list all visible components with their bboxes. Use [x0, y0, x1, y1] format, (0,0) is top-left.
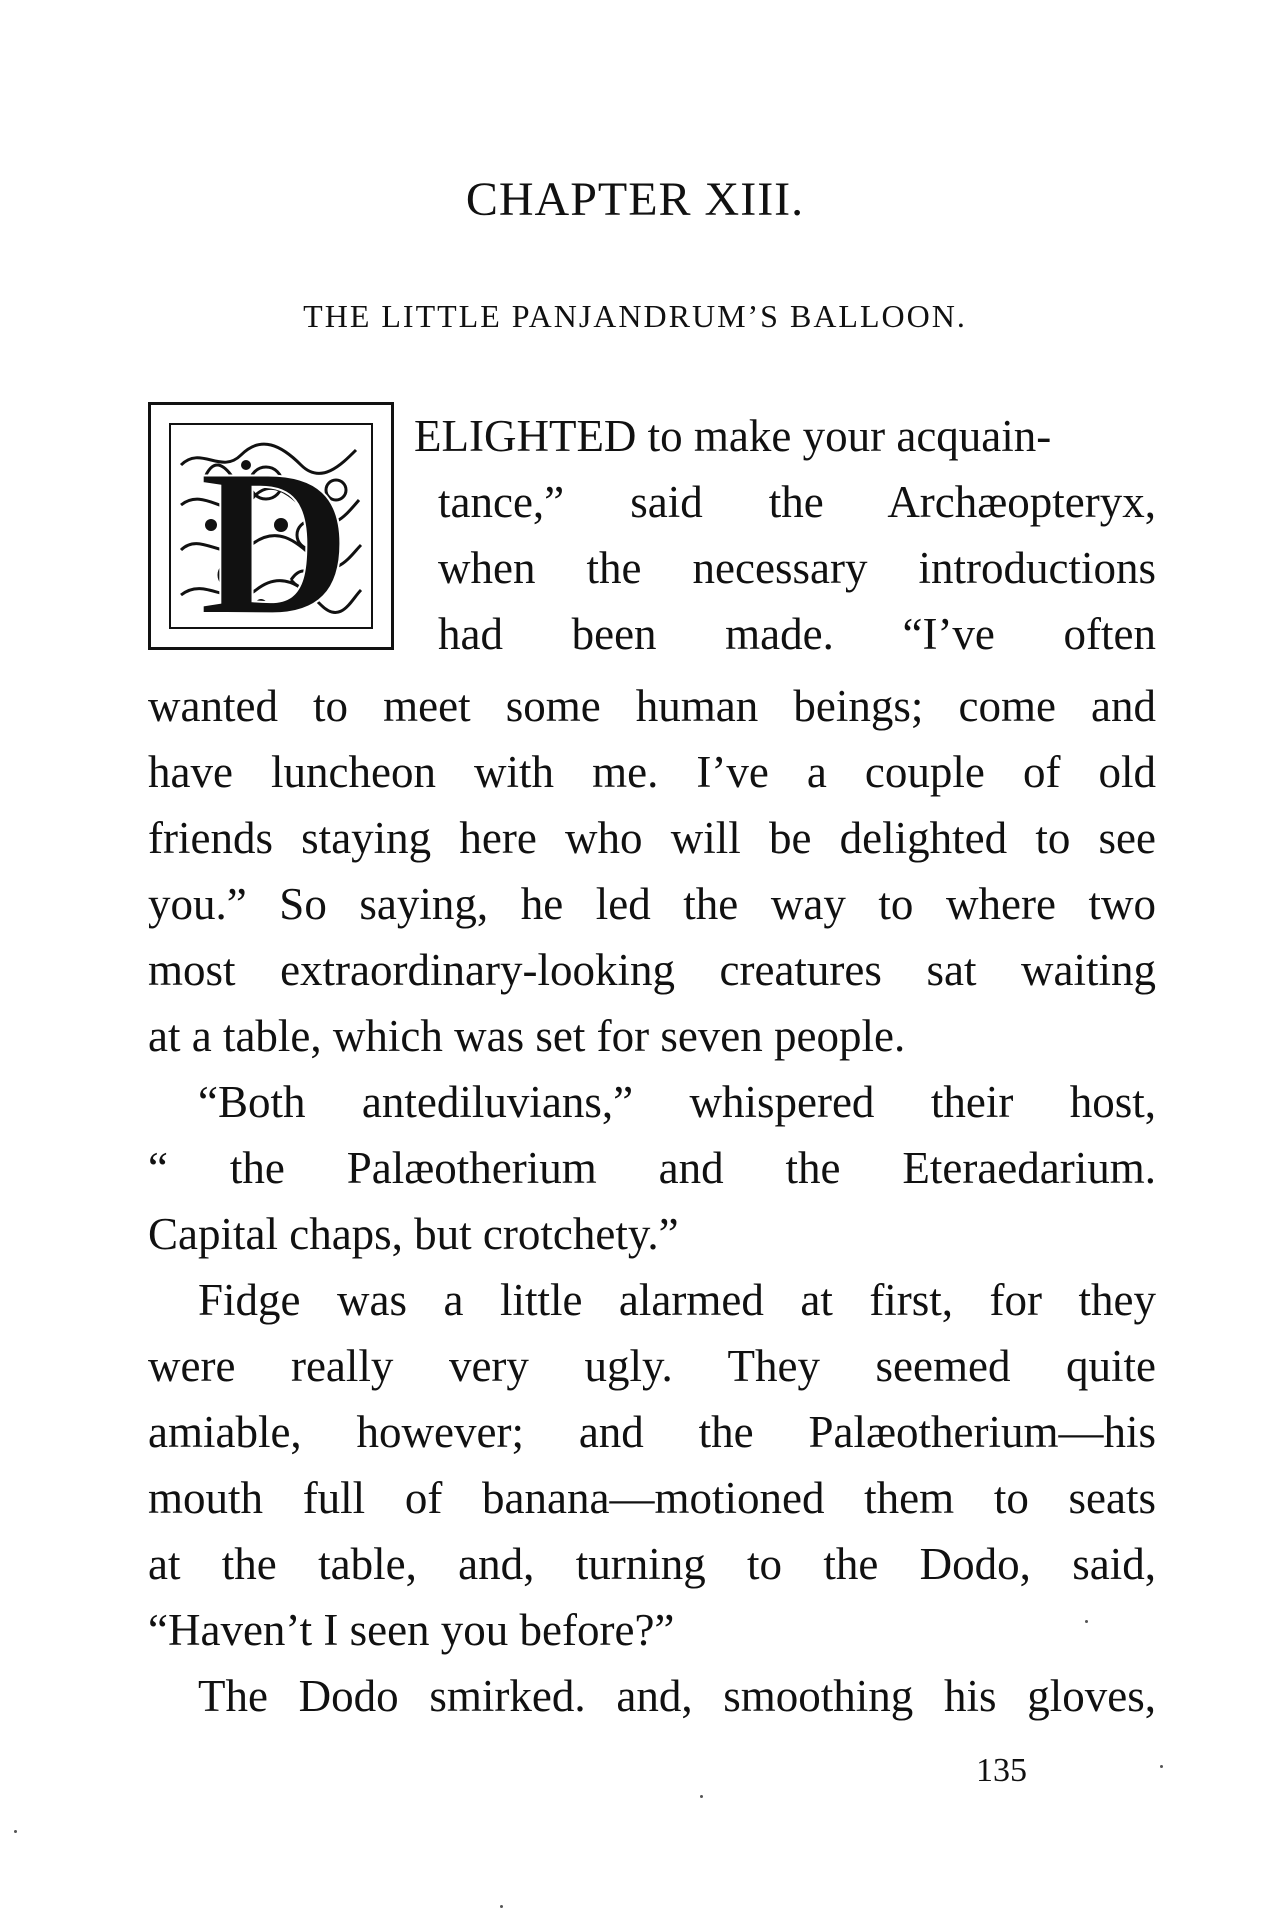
paper-speck	[500, 1905, 503, 1908]
text-line: most extraordinary-looking creatures sat waiting	[148, 945, 1156, 995]
text-line: friends staying here who will be delighted to see	[148, 813, 1156, 863]
text-line: were really very ugly. They seemed quite	[148, 1341, 1156, 1391]
text-line: “ the Palæotherium and the Eteraedarium.	[148, 1143, 1156, 1193]
text-line: Capital chaps, but crotchety.”	[148, 1209, 679, 1259]
chapter-title: CHAPTER XIII.	[465, 173, 805, 226]
paper-speck	[1160, 1765, 1163, 1768]
chapter-subtitle: THE LITTLE PANJANDRUM’S BALLOON.	[303, 298, 967, 334]
drop-cap-line-4: had been made. “I’ve often	[438, 609, 1156, 659]
drop-cap-line-3: when the necessary introductions	[438, 543, 1156, 593]
text-line: mouth full of banana—motioned them to seats	[148, 1473, 1156, 1523]
ornamental-initial	[148, 402, 394, 650]
paper-speck	[1085, 1620, 1088, 1623]
text-line: “Both antediluvians,” whispered their host,	[198, 1077, 1156, 1127]
drop-cap-line-2: tance,” said the Archæopteryx,	[438, 477, 1156, 527]
text-line: at the table, and, turning to the Dodo, said,	[148, 1539, 1156, 1589]
text-line: you.” So saying, he led the way to where two	[148, 879, 1156, 929]
text-line: amiable, however; and the Palæotherium—his	[148, 1407, 1156, 1457]
text-line: Fidge was a little alarmed at first, for they	[198, 1275, 1156, 1325]
page-number: 135	[976, 1752, 1027, 1789]
text-line: have luncheon with me. I’ve a couple of old	[148, 747, 1156, 797]
paper-speck	[14, 1830, 17, 1833]
text-line: at a table, which was set for seven people.	[148, 1011, 906, 1061]
text-line: “Haven’t I seen you before?”	[148, 1605, 675, 1655]
text-line: The Dodo smirked. and, smoothing his gloves,	[198, 1671, 1156, 1721]
drop-cap-line-1: ELIGHTED to make your acquain-	[414, 411, 1052, 461]
svg-text:D: D	[199, 427, 351, 647]
text-line: wanted to meet some human beings; come and	[148, 681, 1156, 731]
ornamental-initial-d-icon	[151, 405, 391, 647]
paper-speck	[700, 1795, 703, 1798]
